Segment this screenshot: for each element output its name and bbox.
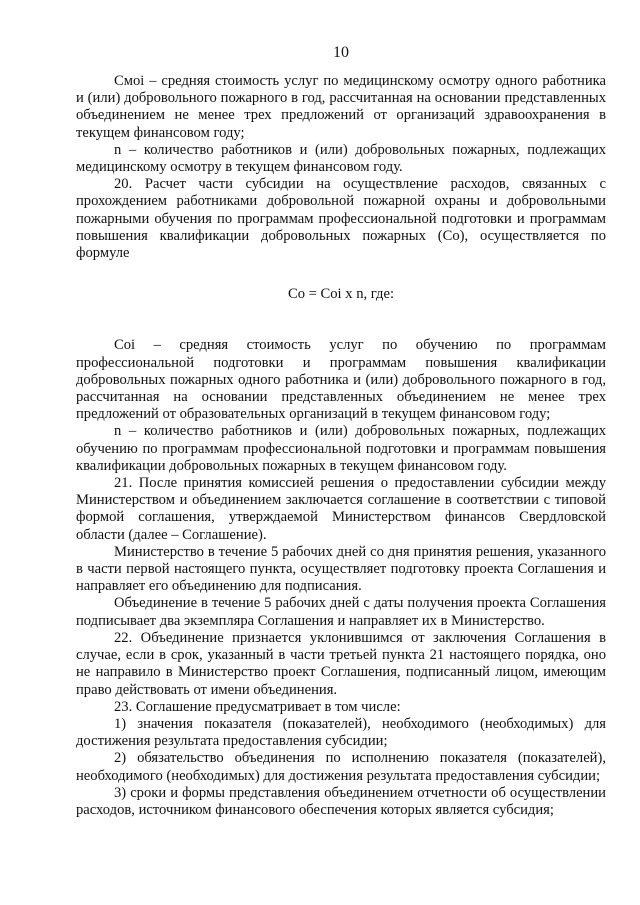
paragraph-ministry-preparation: Министерство в течение 5 рабочих дней со дня принятия решения, указанного в части первой настоящего пункта, осуществляет подготовку проекта Соглашения и направляет его объединению для подписания. [76, 543, 606, 595]
paragraph-22-evasion: 22. Объединение признается уклонившимся от заключения Соглашения в случае, если в срок, указанный в части третьей пункта 21 настоящего порядка, оно не направило в Министерство проект Соглашения, подписанный лицом, имеющим право действовать от имени объединения. [76, 629, 606, 698]
paragraph-cmoi-definition: Смоi – средняя стоимость услуг по медицинскому осмотру одного работника и (или) добровольного пожарного в год, рассчитанная на основании представленных объединением не менее трех предложений от организаций здравоохранения в текущем финансовом году; [76, 73, 606, 141]
paragraph-coi-definition: Соi – средняя стоимость услуг по обучению по программам профессиональной подготовки и программам повышения квалификации добровольных пожарных одного работника и (или) добровольного пожарного в год, рассчитанная на основании представленных объединением не менее трех предложений от образовательных организаций в текущем финансовом году; [76, 337, 606, 423]
paragraph-association-signing: Объединение в течение 5 рабочих дней с даты получения проекта Соглашения подписывает два экземпляра Соглашения и направляет их в Министерство. [76, 595, 606, 629]
paragraph-n-training-definition: n – количество работников и (или) добровольных пожарных, подлежащих обучению по программам профессиональной подготовки и программам повышения квалификации добровольных пожарных в текущем финансовом году. [76, 423, 606, 474]
list-item-3-reporting: 3) сроки и формы представления объединением отчетности об осуществлении расходов, источником финансового обеспечения которых является субсидия; [76, 784, 606, 818]
paragraph-n-medical-definition: n – количество работников и (или) добровольных пожарных, подлежащих медицинскому осмотру в текущем финансовом году. [76, 141, 606, 176]
paragraph-20-training-subsidy: 20. Расчет части субсидии на осуществление расходов, связанных с прохождением работниками добровольной пожарной охраны и добровольными пожарными обучения по программам профессиональной подготовки и программам повышения квалификации добровольных пожарных (Со), осуществляется по формуле [76, 176, 606, 262]
page-number: 10 [333, 44, 349, 61]
paragraph-23-agreement-provisions: 23. Соглашение предусматривает в том числе: [114, 698, 401, 715]
formula-co: Со = Соi x n, где: [287, 286, 395, 303]
paragraph-21-agreement: 21. После принятия комиссией решения о предоставлении субсидии между Министерством и объединением заключается соглашение в соответствии с типовой формой соглашения, утверждаемой Министерством финансов Свердловской области (далее – Соглашение). [76, 475, 606, 543]
list-item-2-obligation: 2) обязательство объединения по исполнению показателя (показателей), необходимого (необходимых) для достижения результата предоставления субсидии; [76, 750, 606, 784]
list-item-1-indicators: 1) значения показателя (показателей), необходимого (необходимых) для достижения результата предоставления субсидии; [76, 715, 606, 750]
